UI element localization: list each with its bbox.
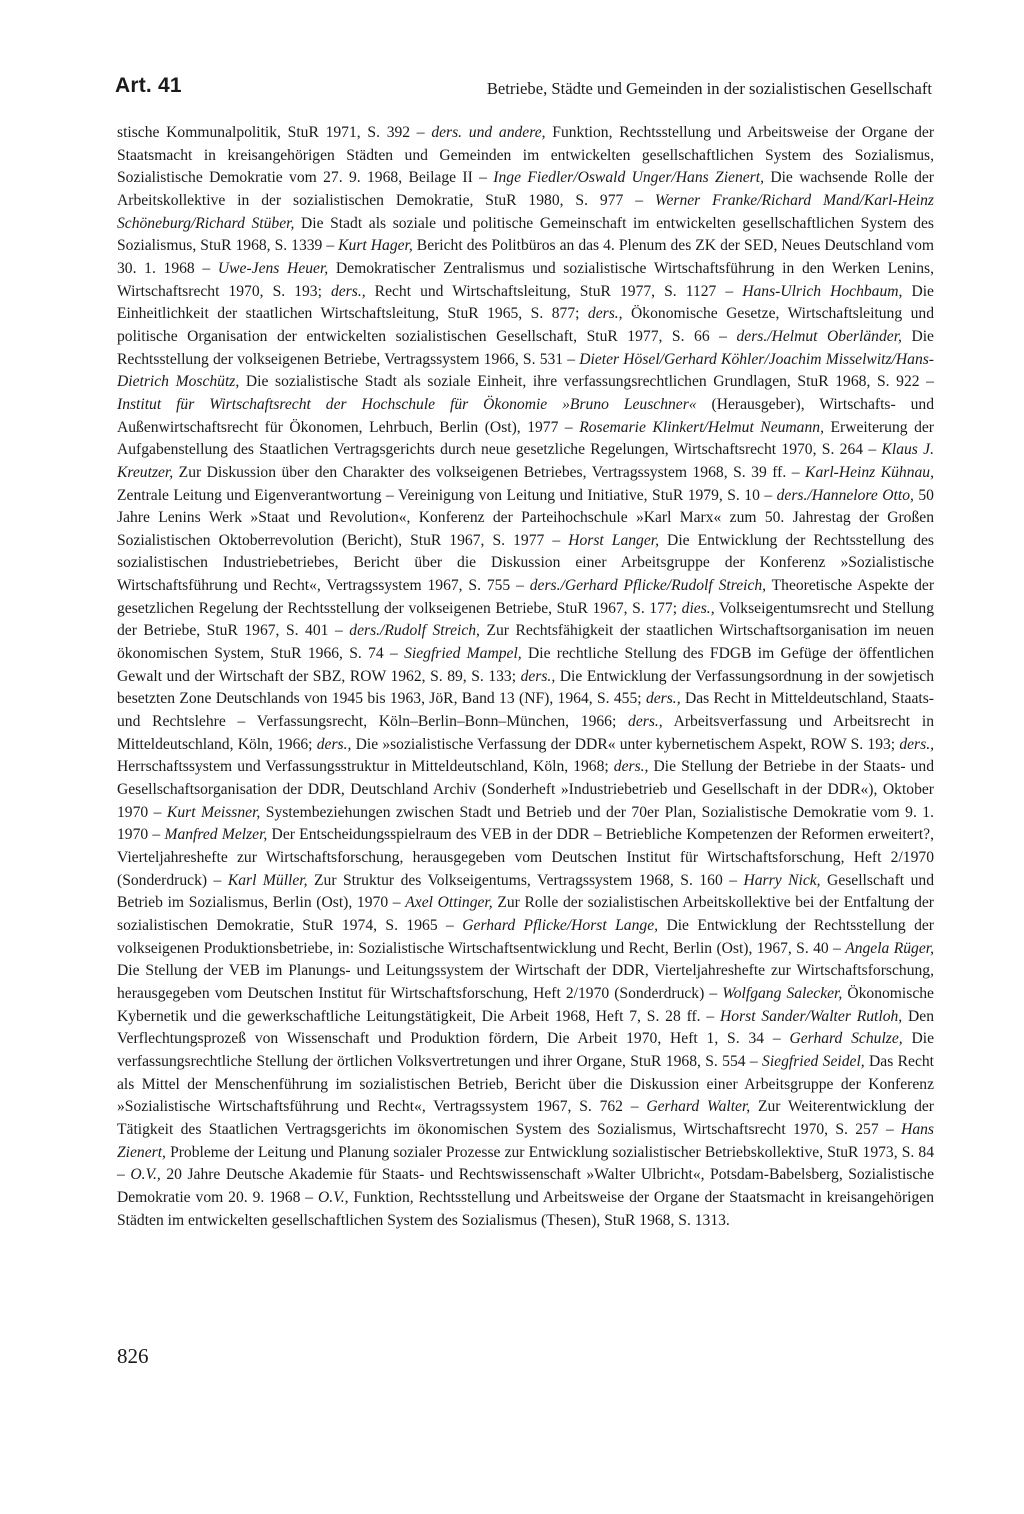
citation-text: Die Stadt als soziale und politische Gemeinschaft im entwickelten gesellschaftlichen System des Sozialismus, StuR 1968, S. 1339 – [117,214,934,255]
citation-text: Die Rechtsstellung der volkseigenen Betriebe, Vertragssystem 1966, S. 531 – [117,327,934,368]
author-name: ders./Gerhard Pflicke/Rudolf Streich, [529,577,767,595]
citation-text: Die Stellung der Betriebe in der Staats- und Gesellschaftsorganisation der DDR, Deutschland Archiv (Sonderheft »Industriebetrieb und Gesellschaft in der DDR«), Oktober 1970 – [117,758,934,821]
citation-text: Die »sozialistische Verfassung der DDR« unter kybernetischem Aspekt, ROW S. 193; [351,735,900,753]
author-name: Karl-Heinz Kühnau, [805,463,934,481]
citation-text: Arbeitsverfassung und Arbeitsrecht in Mitteldeutschland, Köln, 1966; [117,713,934,753]
author-name: O.V., [130,1166,161,1184]
citation-text: Zur Rechtsfähigkeit der staatlichen Wirtschaftsorganisation im neuen ökonomischen System, StuR 1966, S. 74 – [117,622,934,663]
author-name: Karl Müller, [227,871,308,889]
citation-text: Die sozialistische Stadt als soziale Einheit, ihre verfassungsrechtlichen Grundlagen, StuR 1968, S. 922 – [239,373,934,391]
author-name: Inge Fiedler/Oswald Unger/Hans Zienert, [493,169,764,187]
author-name: Institut für Wirtschaftsrecht der Hochschule für Ökonomie »Bruno Leuschner« [117,395,697,413]
citation-text: Ökonomische Gesetze, Wirtschaftsleitung und politische Organisation der entwickelten sozialistischen Gesellschaft, StuR 1977, S. 66 – [117,305,934,345]
citation-text: Funktion, Rechtsstellung und Arbeitsweise der Organe der Staatsmacht in kreisangehörigen Städten im entwickelten gesellschaftlichen System des Sozialismus (Thesen), StuR 1968, S. 1313. [117,1188,934,1229]
citation-text: Zur Diskussion über den Charakter des volkseigenen Betriebes, Vertragssystem 1968, S. 39 ff. – [173,463,806,481]
author-name: Kurt Meissner, [166,803,261,821]
citation-text: Die verfassungsrechtliche Stellung der örtlichen Volksvertretungen und ihrer Organe, StuR 1968, S. 554 – [117,1030,934,1070]
citation-text: 20 Jahre Deutsche Akademie für Staats- und Rechtswissenschaft »Walter Ulbricht«, Potsdam-Babelsberg, Sozialistische Demokratie vom 20. 9. 1968 – [117,1166,934,1206]
author-name: Gerhard Schulze, [789,1030,903,1048]
citation-text: Das Recht als Mittel der Menschenführung im sozialistischen Betrieb, Bericht über die Diskussion einer Arbeitsgruppe der Konferenz »Sozialistische Wirtschaftsführung und Recht«, Vertragssystem 1967, S. 762 – [117,1052,935,1116]
author-name: Werner Franke/Richard Mand/Karl-Heinz Schöneburg/Richard Stüber, [117,191,934,232]
author-name: dies., [681,599,715,617]
citation-text: Die Einheitlichkeit der staatlichen Wirtschaftsleitung, StuR 1965, S. 877; [117,282,934,323]
author-name: Axel Ottinger, [405,894,493,912]
author-name: Angela Rüger, [845,939,934,957]
author-name: Dieter Hösel/Gerhard Köhler/Joachim Misselwitz/Hans-Dietrich Moschütz, [117,350,934,391]
citation-text: Gesellschaft und Betrieb im Sozialismus, Berlin (Ost), 1970 – [117,871,934,912]
citation-text: Zur Struktur des Volkseigentums, Vertragssystem 1968, S. 160 – [307,871,744,889]
author-name: ders./Helmut Oberländer, [736,327,902,345]
author-name: O.V., [318,1188,349,1206]
page-number: 826 [117,1344,149,1368]
citation-text: Die wachsende Rolle der Arbeitskollektive in der sozialistischen Demokratie, StuR 1980, S. 977 – [117,169,934,209]
citation-text: Die Entwicklung der Verfassungsordnung in der sowjetisch besetzten Zone Deutschlands von 1945 bis 1963, JöR, Band 13 (NF), 1964, S. 455; [117,667,934,708]
running-title: Betriebe, Städte und Gemeinden in der sozialistischen Gesellschaft [486,79,932,98]
author-name: ders., [613,758,649,776]
citation-text: Recht und Wirtschaftsleitung, StuR 1977, S. 1127 – [365,282,743,300]
author-name: ders., [330,282,366,300]
author-name: Wolfgang Salecker, [722,984,843,1002]
citation-text: Die rechtliche Stellung des FDGB im Gefüge der öffentlichen Gewalt und der Wirtschaft der SBZ, ROW 1962, S. 89, S. 133; [117,645,935,685]
citation-text: Den Verflechtungsprozeß von Wissenschaft und Produktion fördern, Die Arbeit 1970, Heft 1, S. 34 – [117,1007,934,1048]
author-name: Klaus J. Kreutzer, [117,441,934,481]
citation-text: Zur Weiterentwicklung der Tätigkeit des Staatlichen Vertragsgerichts im ökonomischen System des Sozialismus, Wirtschaftsrecht 1970, S. 257 – [117,1098,934,1138]
author-name: Hans Zienert, [117,1120,934,1161]
citation-text: Das Recht in Mitteldeutschland, Staats- und Rechtslehre – Verfassungsrecht, Köln–Berlin–Bonn–München, 1966; [117,690,934,731]
citation-text: Zur Rolle der sozialistischen Arbeitskollektive bei der Entfaltung der sozialistischen Demokratie, StuR 1974, S. 1965 – [117,894,934,934]
author-name: Gerhard Walter, [646,1098,751,1116]
citation-text: Die Entwicklung der Rechtsstellung der volkseigenen Produktionsbetriebe, in: Sozialistische Wirtschaftsentwicklung und Recht, Berlin (Ost), 1967, S. 40 – [117,916,934,957]
author-name: ders., [628,713,663,731]
citation-text: stische Kommunalpolitik, StuR 1971, S. 392 – [117,124,432,141]
author-name: ders., [587,305,623,323]
author-name: Gerhard Pflicke/Horst Lange, [462,916,659,934]
citation-text: Die Stellung der VEB im Planungs- und Leitungssystem der Wirtschaft der DDR, Vierteljahreshefte zur Wirtschaftsforschung, herausgegeben vom Deutschen Institut für Wirtschaftsforschung, Heft 2/1970 (Sonderdruck) – [117,962,934,1002]
author-name: Manfred Melzer, [164,826,268,844]
bibliography-text [117,122,934,1232]
author-name: Horst Sander/Walter Rutloh, [720,1007,903,1025]
author-name: ders./Hannelore Otto, [776,486,914,504]
author-name: Siegfried Seidel, [762,1052,865,1070]
citation-text: Erweiterung der Aufgabenstellung des Staatlichen Vertragsgerichts durch neue gesetzliche Regelungen, Wirtschaftsrecht 1970, S. 264 – [117,418,934,459]
article-number: Art. 41 [115,74,182,97]
author-name: Harry Nick, [743,871,821,889]
author-name: Horst Langer, [568,531,659,549]
citation-text: Herrschaftssystem und Verfassungsstruktur in Mitteldeutschland, Köln, 1968; [117,758,614,776]
author-name: Rosemarie Klinkert/Helmut Neumann, [579,418,824,436]
author-name: ders./Rudolf Streich, [349,622,480,640]
citation-text: Systembeziehungen zwischen Stadt und Betrieb und der 70er Plan, Sozialistische Demokratie vom 9. 1. 1970 – [117,803,935,844]
author-name: ders., [316,735,352,753]
author-name: ders. und andere, [431,124,546,141]
author-name: Uwe-Jens Heuer, [217,259,329,277]
citation-text: 50 Jahre Lenins Werk »Staat und Revolution«, Konferenz der Parteihochschule »Karl Marx« zum 50. Jahrestag der Großen Sozialistischen Oktoberrevolution (Bericht), StuR 1967, S. 1977 – [117,486,934,549]
citation-text: Die Entwicklung der Rechtsstellung des sozialistischen Industriebetriebes, Bericht über die Diskussion einer Arbeitsgruppe der Konferenz »Sozialistische Wirtschaftsführung und Recht«, Vertragssystem 1967, S. 755 – [117,531,934,595]
citation-text: Ökonomische Kybernetik und die gewerkschaftliche Leitungstätigkeit, Die Arbeit 1968, Heft 7, S. 28 ff. – [117,984,934,1025]
author-name: Hans-Ulrich Hochbaum, [742,282,903,300]
citation-text: Theoretische Aspekte der gesetzlichen Regelung der Rechtsstellung der volkseigenen Betriebe, StuR 1967, S. 177; [117,577,935,617]
citation-text: Volkseigentumsrecht und Stellung der Betriebe, StuR 1967, S. 401 – [117,599,934,640]
author-name: Kurt Hager, [338,237,413,255]
citation-text: Bericht des Politbüros an das 4. Plenum des ZK der SED, Neues Deutschland vom 30. 1. 1968 – [117,237,934,277]
citation-text: Der Entscheidungsspielraum des VEB in der DDR – Betriebliche Kompetenzen der Reformen erweitert?, Vierteljahreshefte zur Wirtschaftsforschung, herausgegeben vom Deutschen Institut für Wirtschaftsforschung, Heft 2/1970 (Sonderdruck) – [117,826,934,889]
citation-text: Zentrale Leitung und Eigenverantwortung – Vereinigung von Leitung und Initiative, StuR 1979, S. 10 – [117,486,777,504]
author-name: ders., [645,690,681,708]
citation-text: Probleme der Leitung und Planung sozialer Prozesse zur Entwicklung sozialistischer Betriebskollektive, StuR 1973, S. 84 – [117,1143,934,1184]
author-name: ders., [520,667,556,685]
citation-text: Funktion, Rechtsstellung und Arbeitsweise der Organe der Staatsmacht in kreisangehörigen Städten und Gemeinden im entwickelten gesellschaftlichen System des Sozialismus, Sozialistische Demokratie vom 27. 9. 1968, Beilage II – [117,124,935,187]
citation-text: Demokratischer Zentralismus und sozialistische Wirtschaftsführung in den Werken Lenins, Wirtschaftsrecht 1970, S. 193; [117,259,934,300]
author-name: ders., [899,735,934,753]
citation-text: (Herausgeber), Wirtschafts- und Außenwirtschaftsrecht für Ökonomen, Lehrbuch, Berlin (Ost), 1977 – [117,395,934,436]
author-name: Siegfried Mampel, [404,645,522,663]
